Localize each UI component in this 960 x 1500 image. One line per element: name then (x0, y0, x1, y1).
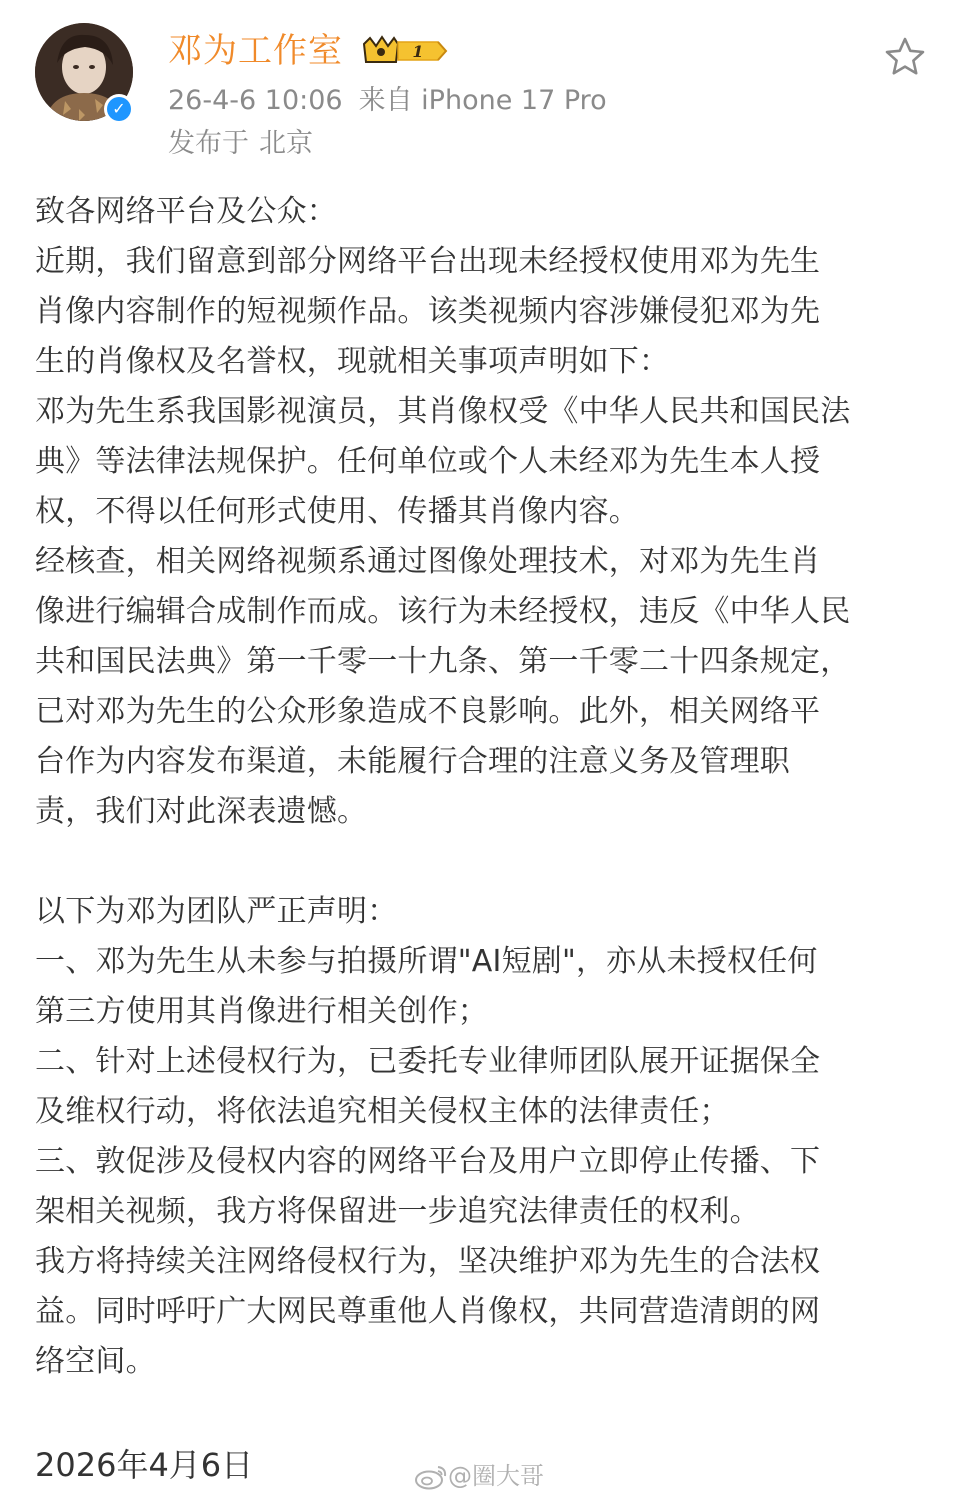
declaration-line: 我方将持续关注网络侵权行为，坚决维护邓为先生的合法权 (35, 1244, 821, 1279)
vip-crown-badge[interactable] (358, 34, 450, 68)
statement-line: 致各网络平台及公众： (35, 194, 337, 229)
declaration-line: 第三方使用其肖像进行相关创作； (35, 994, 488, 1029)
declaration-line: 以下为邓为团队严正声明： (35, 894, 398, 929)
post-header (0, 0, 960, 180)
declaration-line: 益。同时呼吁广大网民尊重他人肖像权，共同营造清朗的网 (35, 1294, 821, 1329)
statement-line: 台作为内容发布渠道，未能履行合理的注意义务及管理职 (35, 744, 790, 779)
statement-line: 已对邓为先生的公众形象造成不良影响。此外，相关网络平 (35, 694, 821, 729)
declaration-line: 三、敦促涉及侵权内容的网络平台及用户立即停止传播、下 (35, 1144, 821, 1179)
statement-line: 生的肖像权及名誉权，现就相关事项声明如下： (35, 344, 670, 379)
statement-line: 经核查，相关网络视频系通过图像处理技术，对邓为先生肖 (35, 544, 821, 579)
paragraph-spacer (35, 837, 935, 887)
post-meta (168, 84, 607, 118)
declaration-line: 络空间。 (35, 1344, 156, 1379)
post-body (35, 187, 935, 1387)
statement-line: 责，我们对此深表遗憾。 (35, 794, 368, 829)
declaration-line: 架相关视频，我方将保留进一步追究法律责任的权利。 (35, 1194, 760, 1229)
verified-badge (104, 94, 134, 124)
declaration-line: 及维权行动，将依法追究相关侵权主体的法律责任； (35, 1094, 730, 1129)
statement-date: 2026年4月6日 (35, 1446, 254, 1484)
weibo-logo-icon (414, 1464, 448, 1490)
statement-line: 像进行编辑合成制作而成。该行为未经授权，违反《中华人民 (35, 594, 851, 629)
post-source: 来自 iPhone 17 Pro (358, 85, 607, 116)
statement-line: 权，不得以任何形式使用、传播其肖像内容。 (35, 494, 639, 529)
declaration-line: 一、邓为先生从未参与拍摄所谓"AI短剧"，亦从未授权任何 (35, 944, 818, 979)
declaration-line: 二、针对上述侵权行为，已委托专业律师团队展开证据保全 (35, 1044, 821, 1079)
vip-level: 1 (412, 42, 424, 61)
watermark (414, 1458, 544, 1494)
favorite-star-icon[interactable] (884, 36, 926, 78)
post-timestamp: 26-4-6 10:06 (168, 85, 343, 116)
statement-line: 近期，我们留意到部分网络平台出现未经授权使用邓为先生 (35, 244, 821, 279)
location-name: 北京 (259, 128, 313, 159)
statement-line: 典》等法律法规保护。任何单位或个人未经邓为先生本人授 (35, 444, 821, 479)
location-prefix: 发布于 (168, 128, 249, 159)
statement-line: 邓为先生系我国影视演员，其肖像权受《中华人民共和国民法 (35, 394, 851, 429)
post-location (168, 127, 313, 161)
statement-line: 肖像内容制作的短视频作品。该类视频内容涉嫌侵犯邓为先 (35, 294, 821, 329)
verified-check-icon: ✓ (107, 97, 131, 121)
statement-line: 共和国民法典》第一千零一十九条、第一千零二十四条规定， (35, 644, 851, 679)
author-name[interactable]: 邓为工作室 (168, 31, 343, 71)
watermark-text: @圈大哥 (448, 1462, 544, 1490)
